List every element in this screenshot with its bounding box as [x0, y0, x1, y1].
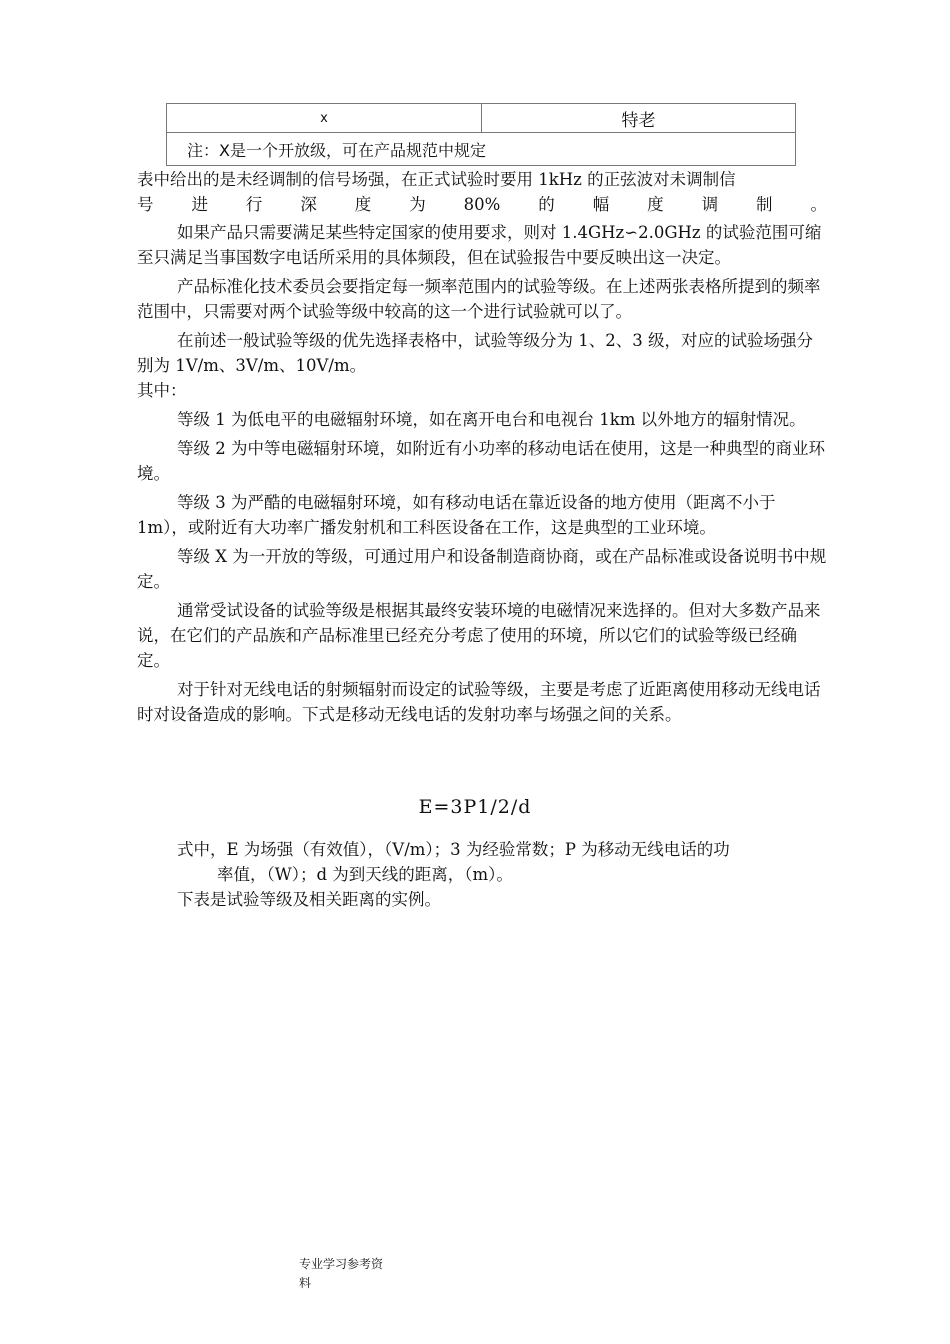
body-text [137, 167, 827, 727]
table-note: 注：X是一个开放级，可在产品规范中规定 [167, 133, 796, 166]
paragraph-modulation-line2: 号 进 行 深 度 为 80% 的 幅 度 调 制 。 [137, 195, 827, 214]
paragraph-committee: 产品标准化技术委员会要指定每一频率范围内的试验等级。在上述两张表格所提到的频率范围中，只需要对两个试验等级中较高的这一个进行试验就可以了。 [137, 277, 821, 321]
paragraph-levels: 在前述一般试验等级的优先选择表格中，试验等级分为 1、2、3 级，对应的试验场强分别为 1V/m、3V/m、10V/m。 [137, 331, 813, 375]
formula-explanation [177, 837, 827, 912]
paragraph-selection: 通常受试设备的试验等级是根据其最终安装环境的电磁情况来选择的。但对大多数产品来说，在它们的产品族和产品标准里已经充分考虑了使用的环境，所以它们的试验等级已经确定。 [137, 601, 821, 670]
table-row [167, 104, 796, 133]
paragraph-country-range: 如果产品只需要满足某些特定国家的使用要求，则对 1.4GHz∽2.0GHz 的试验范围可缩至只满足当事国数字电话所采用的具体频段，但在试验报告中要反映出这一决定。 [137, 223, 822, 267]
footer-line1: 专业学习参考资 [299, 1257, 384, 1271]
formula-where-line1: 式中，E 为场强（有效值），（V/m）；3 为经验常数；P 为移动无线电话的功 [177, 840, 730, 859]
field-strength-formula: E=3P1/2/d [418, 796, 532, 818]
paragraph-level-1: 等级 1 为低电平的电磁辐射环境，如在离开电台和电视台 1km 以外地方的辐射情况。 [177, 410, 806, 429]
table-row [167, 133, 796, 166]
paragraph-modulation-line1: 表中给出的是未经调制的信号场强，在正式试验时要用 1kHz 的正弦波对未调制信 [137, 170, 736, 189]
page-footer [299, 1255, 383, 1293]
table-intro-line: 下表是试验等级及相关距离的实例。 [177, 890, 441, 909]
table-cell-level: x [167, 104, 482, 133]
table-cell-field-strength: 特老 [482, 104, 796, 133]
formula-where-line2: 率值，（W）；d 为到天线的距离，（m）。 [217, 865, 513, 884]
paragraph-level-2: 等级 2 为中等电磁辐射环境，如附近有小功率的移动电话在使用，这是一种典型的商业环境。 [137, 439, 825, 483]
paragraph-level-x: 等级 X 为一开放的等级，可通过用户和设备制造商协商，或在产品标准或设备说明书中规定。 [137, 547, 827, 591]
test-level-table-fragment [166, 103, 796, 166]
paragraph-level-3: 等级 3 为严酷的电磁辐射环境，如有移动电话在靠近设备的地方使用（距离不小于 1m），或附近有大功率广播发射机和工科医设备在工作，这是典型的工业环境。 [137, 493, 776, 537]
paragraph-among: 其中： [137, 381, 187, 400]
footer-line2: 料 [299, 1276, 312, 1290]
paragraph-wireless: 对于针对无线电话的射频辐射而设定的试验等级，主要是考虑了近距离使用移动无线电话时对设备造成的影响。下式是移动无线电话的发射功率与场强之间的关系。 [137, 680, 821, 724]
